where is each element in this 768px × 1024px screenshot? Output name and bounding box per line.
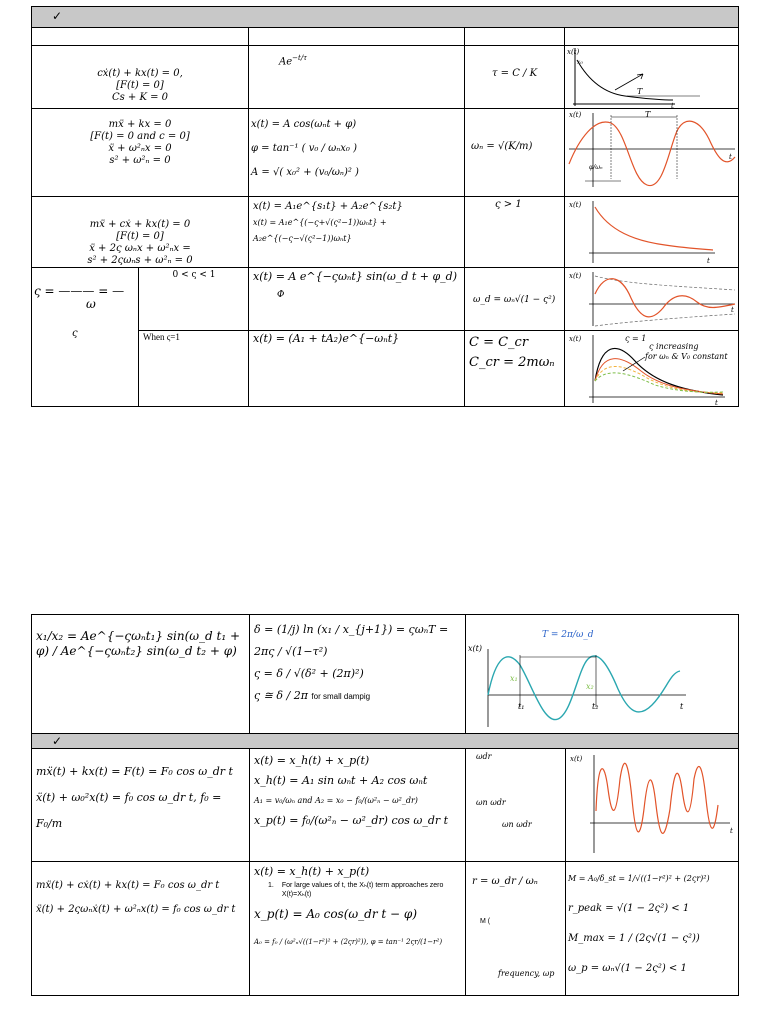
graph-t-label: t: [671, 102, 674, 108]
log-decrement-graph: [466, 615, 739, 733]
forced-damped-row: [32, 862, 739, 996]
graph-xlabel: x(t): [569, 272, 582, 280]
forced-damped-normalized: ẍ(t) + 2ςωₙẋ(t) + ω²ₙx(t) = f₀ cos ω_dr t: [36, 904, 236, 915]
zeta-equation: ς = ——— = —: [34, 284, 125, 298]
peak-frequency: ω_p = ωₙ√(1 − 2ς²) < 1: [568, 963, 687, 974]
zeta-symbol: ς: [72, 328, 78, 339]
top-row-first-order: [32, 46, 739, 109]
graph-xlabel: x(t): [569, 201, 582, 209]
graph-xlabel: x(t): [567, 48, 580, 56]
top-table: [31, 6, 739, 407]
sinusoid-graph: [565, 109, 739, 196]
log-decrement: δ = (1/j) ln (x₁ / x_{j+1}) = ςωₙT = 2πς / √(1−τ²): [254, 623, 449, 658]
graph-phase-label: φ/ωₙ: [589, 164, 603, 171]
check-icon: ✓: [52, 734, 63, 748]
forced-undamped-row: [32, 749, 739, 862]
first-order-force: [F(t) = 0]: [116, 80, 164, 91]
critical-graph: [565, 331, 739, 406]
graph-t-label: t: [715, 399, 718, 406]
beat-graph: [566, 749, 739, 861]
critical-condition: When ς=1: [143, 332, 180, 342]
undamped-normalized: ẍ + ω²ₙx = 0: [108, 143, 172, 154]
graph-t-label: t: [680, 702, 684, 711]
graph-xlabel: x(t): [569, 335, 582, 343]
graph-t-label: t: [730, 827, 733, 835]
zeta-definition-box: [32, 267, 139, 407]
frequency-ratio: r = ω_dr / ωₙ: [472, 876, 538, 887]
drive-freq-note: ωdr: [476, 752, 492, 761]
phase-angle: φ = tan⁻¹ ( v₀ / ωₙx₀ ): [251, 143, 358, 154]
particular-solution: x_p(t) = f₀/(ω²ₙ − ω²_dr) cos ω_dr t: [254, 814, 449, 827]
first-order-solution: Ae: [279, 56, 293, 68]
critical-cond-box: [139, 330, 249, 406]
large-t-note: For large values of t, the Xₕ(t) term approaches zero X(t)=Xₕ(t): [281, 882, 444, 898]
graph-period-label: T: [645, 110, 651, 119]
undamped-conditions: [F(t) = 0 and c = 0]: [90, 131, 190, 142]
graph-zeta-note: ς increasing: [649, 342, 699, 351]
amplitude-ratio: x₁/x₂ = Ae^{−ςωₙt₁} sin(ω_d t₁ + φ) / Ae^{−ςωₙt₂} sin(ω_d t₂ + φ): [36, 629, 241, 658]
magnification-note: M (: [480, 918, 491, 925]
undamped-char-eq: s² + ω²ₙ = 0: [109, 155, 171, 166]
forced-total-solution: x(t) = x_h(t) + x_p(t): [254, 754, 370, 767]
steady-state-solution: x_p(t) = A₀ cos(ω_dr t − φ): [254, 907, 418, 921]
check-icon: ✓: [52, 9, 63, 23]
log-decrement-row: [32, 615, 739, 734]
damped-char-eq: s² + 2ςωₙs + ω²ₙ = 0: [87, 255, 193, 266]
overdamped-solution-2: x(t) = A₁e^{(−ς+√(ς²−1))ωₙt} + A₂e^{(−ς−√(ς²−1))ωₙt}: [253, 218, 387, 243]
overdamped-condition: ς > 1: [495, 199, 522, 210]
homogeneous-solution: x_h(t) = A₁ sin ωₙt + A₂ cos ωₙt: [254, 774, 428, 787]
graph-period-label: T = 2π/ω_d: [542, 630, 594, 640]
underdamped-graph: [565, 268, 739, 330]
critical-solution: x(t) = (A₁ + tA₂)e^{−ωₙt}: [253, 332, 400, 345]
graph-t-label: t: [729, 153, 732, 161]
graph-xlabel: x(t): [468, 644, 482, 653]
exponential-decay-graph: [565, 46, 739, 108]
peak-frequency-note: frequency, ωp: [498, 969, 555, 978]
first-order-solution-exponent: −t/τ: [292, 54, 308, 62]
constants: A₁ = v₀/ωₙ and A₂ = x₀ − f₀/(ω²ₙ − ω²_dr): [254, 796, 418, 805]
small-damping-note: for small dampig: [311, 692, 371, 701]
graph-constant-note: for ωₙ & V₀ constant: [645, 352, 728, 361]
damped-frequency: ω_d = ωₙ√(1 − ς²): [473, 295, 556, 305]
overdamped-solution-1: x(t) = A₁e^{s₁t} + A₂e^{s₂t}: [253, 201, 403, 212]
bottom-header-row: [32, 734, 739, 749]
zeta-from-delta: ς = δ / √(δ² + (2π)²): [254, 667, 364, 680]
graph-x2-label: x₂: [586, 682, 594, 691]
amplitude: A = √( x₀² + (v₀/ωₙ)² ): [251, 167, 359, 178]
underdamped-solution: x(t) = A e^{−ςωₙt} sin(ω_d t + φ_d): [253, 270, 458, 283]
forced-damped-equation: mẍ(t) + cẋ(t) + kx(t) = F₀ cos ω_dr t: [36, 880, 220, 891]
damped-normalized: ẍ + 2ς ωₙx + ω²ₙx =: [89, 243, 191, 254]
list-number: 1.: [268, 882, 274, 889]
peak-ratio: r_peak = √(1 − 2ς²) < 1: [568, 903, 690, 914]
underdamped-condition: 0 < ς < 1: [172, 270, 216, 280]
zeta-omega: ω: [86, 297, 96, 311]
graph-period-label: T: [637, 87, 643, 96]
time-constant: τ = C / K: [491, 68, 538, 79]
steady-amplitude-phase: A₀ = f₀ / (ω²ₙ√((1−r²)² + (2ςr)²)), φ = tan⁻¹ 2ςr/(1−r²): [254, 938, 443, 946]
graph-x1-label: x₁: [510, 674, 518, 683]
undamped-equation: mẍ + kx = 0: [108, 119, 172, 130]
natural-frequency: ωₙ = √(K/m): [471, 141, 533, 152]
first-order-char-eq: Cs + K = 0: [111, 92, 169, 103]
damped-equation: mẍ + cẋ + kx(t) = 0: [89, 219, 191, 230]
bottom-table: [31, 614, 739, 996]
underdamped-cond-box: [139, 267, 249, 331]
underdamped-mark: Φ: [277, 290, 285, 300]
graph-xlabel: x(t): [570, 755, 583, 763]
forced-undamped-normalized: ẍ(t) + ω₀²x(t) = f₀ cos ω_dr t, f₀ = F₀/m: [36, 791, 222, 830]
top-row-overdamped: [32, 197, 739, 268]
undamped-solution: x(t) = A cos(ωₙt + φ): [251, 119, 357, 130]
magnification-factor: M = A₀/δ_st = 1/√((1−r²)² + (2ςr)²): [568, 874, 710, 883]
graph-t1-label: t₁: [518, 702, 525, 711]
max-magnification: M_max = 1 / (2ς√(1 − ς²)): [568, 933, 700, 944]
graph-t-label: t: [707, 257, 710, 265]
forced-undamped-equation: mẍ(t) + kx(t) = F(t) = F₀ cos ω_dr t: [36, 765, 233, 778]
freq-compare-note: ωn ωdr: [476, 798, 506, 807]
first-order-equation: cẋ(t) + kx(t) = 0,: [97, 68, 183, 79]
critical-damping-coefficient: C_cr = 2mωₙ: [469, 355, 555, 370]
top-header-row: [32, 7, 739, 28]
graph-t-label: t: [731, 306, 734, 314]
forced-damped-total: x(t) = x_h(t) + x_p(t): [254, 865, 370, 878]
graph-t2-label: t₂: [592, 702, 599, 711]
graph-zeta-one: ς = 1: [625, 334, 647, 343]
critical-damping: C = C_cr: [469, 335, 529, 350]
damped-force: [F(t) = 0]: [116, 231, 164, 242]
top-blank-row: [32, 28, 739, 46]
overdamped-graph: [565, 197, 739, 267]
freq-compare-note-2: ωn ωdr: [502, 820, 532, 829]
graph-xlabel: x(t): [569, 111, 582, 119]
graph-x0: x₀: [577, 59, 583, 66]
zeta-approx: ς ≅ δ / 2π: [254, 689, 308, 702]
top-row-undamped: [32, 109, 739, 197]
